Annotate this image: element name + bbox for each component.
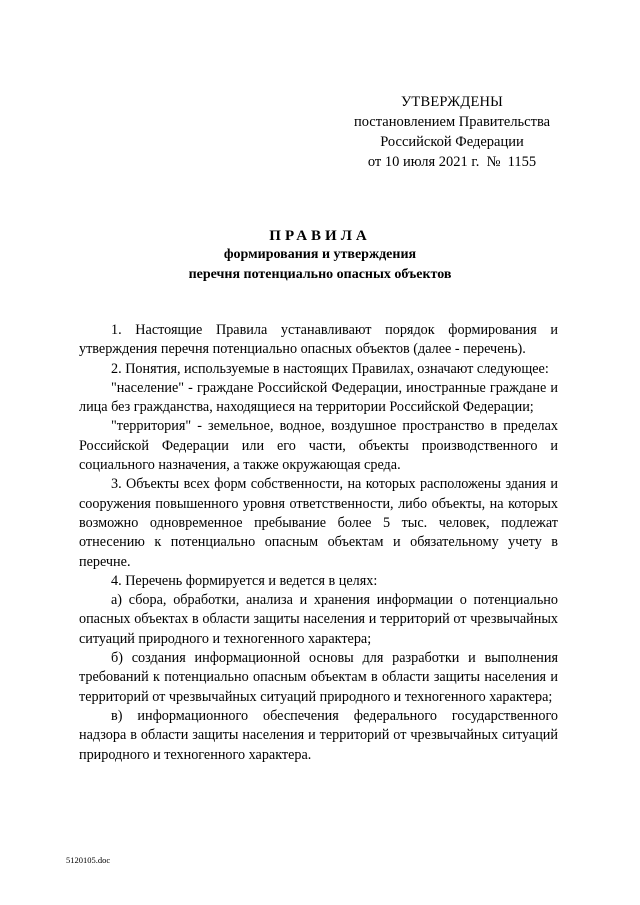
subtitle-line-2: перечня потенциально опасных объектов xyxy=(188,267,452,282)
paragraph-1: 1. Настоящие Правила устанавливают порядок формирования и утверждения перечня потенциально опасных объектов (далее - перечень). xyxy=(79,322,558,358)
approval-line-3: Российской Федерации xyxy=(380,134,524,150)
paragraph-4c: в) информационного обеспечения федерального государственного надзора в области защиты населения и территорий от чрезвычайных ситуаций природного и техногенного характера. xyxy=(79,707,558,763)
paragraph-2: 2. Понятия, используемые в настоящих Правилах, означают следующее: xyxy=(111,360,549,377)
document-body xyxy=(79,321,558,765)
paragraph-4: 4. Перечень формируется и ведется в целях: xyxy=(111,572,378,589)
paragraph-definition-population: "население" - граждане Российской Федерации, иностранные граждане и лица без гражданства, находящиеся на территории Российской Федерации; xyxy=(79,379,558,416)
approval-date-number: от 10 июля 2021 г. № 1155 xyxy=(367,154,537,170)
document-title: ПРАВИЛА xyxy=(269,228,371,244)
document-subtitle xyxy=(0,245,640,285)
approval-heading: УТВЕРЖДЕНЫ xyxy=(400,94,504,110)
paragraph-definition-territory: "территория" - земельное, водное, воздушное пространство в пределах Российской Федерации или его части, объекты производственного и социального назначения, а также окружающая среда. xyxy=(79,418,558,474)
paragraph-4a: а) сбора, обработки, анализа и хранения информации о потенциально опасных объектах в области защиты населения и территорий от чрезвычайных ситуаций природного и техногенного характера; xyxy=(79,592,558,647)
approval-block xyxy=(346,92,558,172)
paragraph-4b: б) создания информационной основы для разработки и выполнения требований к потенциально опасным объектам в области защиты населения и территорий от чрезвычайных ситуаций природного и техногенного характера; xyxy=(79,650,558,705)
paragraph-3: 3. Объекты всех форм собственности, на которых расположены здания и сооружения повышенного уровня ответственности, либо объекты, на которых возможно одновременное пребывание более 5 тыс. человек, подлежат отнесению к потенциально опасным объектам и обязательному учету в перечне. xyxy=(79,476,558,570)
subtitle-line-1: формирования и утверждения xyxy=(223,247,417,262)
approval-line-2: постановлением Правительства xyxy=(353,114,551,130)
file-reference: 5120105.doc xyxy=(66,855,111,865)
